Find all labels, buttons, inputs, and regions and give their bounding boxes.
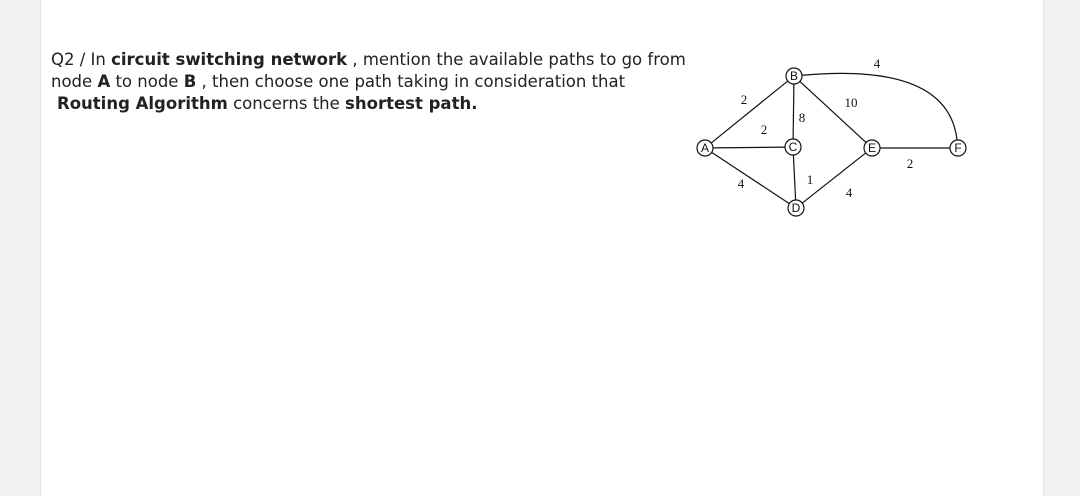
question-bold-run: B [183,72,197,91]
edge-a-c [713,147,785,148]
question-text-run: Q2 / In [51,50,112,69]
node-c-label: C [788,140,798,155]
node-b-label: B [789,69,799,84]
question-text-run: concerns the [227,94,346,113]
question-text-run: , mention the available paths to go from [347,50,686,69]
edge-weight-d-e: 4 [845,185,853,200]
edge-b-f [802,73,957,140]
edge-weight-b-f: 4 [873,56,881,71]
question-text-run: to node [110,72,184,91]
edge-weight-b-c: 8 [798,110,806,125]
edge-weight-a-c: 2 [760,122,768,137]
edge-weight-a-b: 2 [740,92,748,107]
question-bold-run: shortest path. [345,94,478,113]
edge-weight-e-f: 2 [906,156,914,171]
edge-b-c [793,84,794,139]
graph-edges [711,73,957,203]
question-text-run: , then choose one path taking in consideration that [196,72,626,91]
edge-weight-c-d: 1 [806,172,814,187]
question-bold-run: circuit switching network [111,50,348,69]
edge-weight-b-e: 10 [844,95,858,110]
edge-c-d [793,155,795,200]
question-bold-run: Routing Algorithm [57,94,228,113]
node-d-label: D [791,201,801,216]
node-f-label: F [954,141,962,156]
edge-b-e [800,81,866,142]
edge-a-b [711,81,788,143]
node-e-label: E [867,141,877,156]
question-bold-run: A [97,72,111,91]
question-text-run: node [51,72,98,91]
edge-weight-a-d: 4 [737,176,745,191]
edge-a-d [712,152,790,203]
node-a-label: A [700,141,710,156]
